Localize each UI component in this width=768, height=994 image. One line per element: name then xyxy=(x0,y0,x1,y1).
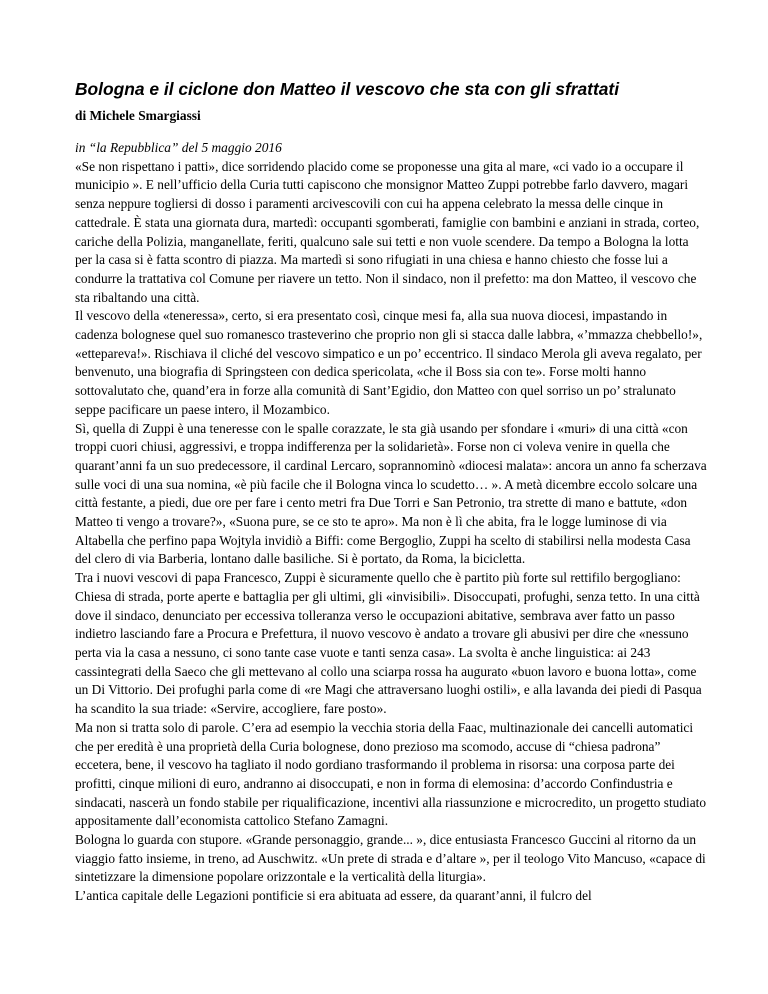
paragraph-4: Tra i nuovi vescovi di papa Francesco, Zuppi è sicuramente quello che è partito più forte sul rettifilo bergogliano: Chiesa di strada, porte aperte e battaglia per gli ultimi, gli «invisibili». Disoccupati, profughi, senza tetto. In una città dove il sindaco, denunciato per eccessiva tolleranza verso le occupazioni abitative, sembrava aver fatto un passo indietro lasciando fare a Procura e Prefettura, il nuovo vescovo è andato a trovare gli abusivi per dire che «nessuno perta via la casa a nessuno, ci sono tante case vuote e tanti senza casa». La svolta è anche linguistica: ai 243 cassintegrati della Saeco che gli mettevano al collo una sciarpa rossa ha augurato «buon lavoro e buona lotta», come un Di Vittorio. Dei profughi parla come di «re Magi che attraversano luoghi ostili», e alla lavanda dei piedi di Pasqua ha scandito la sua triade: «Servire, accogliere, fare posto». xyxy=(75,570,702,717)
article-title: Bologna e il ciclone don Matteo il vescovo che sta con gli sfrattati xyxy=(75,79,620,99)
paragraph-2: Il vescovo della «teneressa», certo, si era presentato così, cinque mesi fa, alla sua nuova diocesi, impastando in cadenza bolognese quel suo romanesco trasteverino che proprio non gli si stacca dalle labbra, «’mmazza chebbello!», «ettepareva!». Rischiava il cliché del vescovo simpatico e un po’ eccentrico. Il sindaco Merola gli aveva regalato, per benvenuto, una biografia di Springsteen con dedica spericolata, «che il Boss sia con te». Forse molti hanno sottovalutato che, quand’era in forze alla comunità di Sant’Egidio, don Matteo con quel sorriso un po’ stralunato seppe pacificare un paese intero, il Mozambico. xyxy=(75,308,703,417)
paragraph-1: «Se non rispettano i patti», dice sorridendo placido come se proponesse una gita al mare, «ci vado io a occupare il municipio ». E nell’ufficio della Curia tutti capiscono che monsignor Matteo Zuppi potrebbe farlo davvero, magari senza neppure togliersi di dosso i paramenti arcivescovili con cui ha appena celebrato la messa delle cinque in cattedrale. È stata una giornata dura, martedì: occupanti sgomberati, famiglie con bambini e anziani in strada, corteo, cariche della Polizia, manganellate, feriti, qualcuno sale sui tetti e non vuole scendere. Da tempo a Bologna la lotta per la casa si è fatta scontro di piazza. Ma martedì si sono rifugiati in una chiesa e hanno chiesto che fosse lui a condurre la trattativa col Comune per riavere un tetto. Non il sindaco, non il prefetto: ma don Matteo, il vescovo che sta ribaltando una città. xyxy=(75,158,700,305)
paragraph-3: Sì, quella di Zuppi è una teneresse con le spalle corazzate, le sta già usando per sfondare i «muri» di una città «con troppi cuori chiusi, aggressivi, e troppa indifferenza per la solidarietà». Forse non ci voleva venire in quella che quarant’anni fa un suo predecessore, il cardinal Lercaro, soprannominò «diocesi malata»: ancora un anno fa scherzava sulle voci di una sua nomina, «è più facile che il Bologna vinca lo scudetto… ». A metà dicembre eccolo solcare una città festante, a piedi, due ore per fare i cento metri fra Due Torri e San Petronio, tra strette di mano e battute, «don Matteo ti vengo a trovare?», «Suona pure, se ce sto te apro». Ma non è lì che abita, fra le logge luminose di via Altabella che perfino papa Wojtyla invidiò a Biffi: come Bergoglio, Zuppi ha scelto di stabilirsi nella modesta Casa del clero di via Barberia, lontano dalle basiliche. Si è portato, da Roma, la bicicletta. xyxy=(75,420,707,567)
paragraph-6: Bologna lo guarda con stupore. «Grande personaggio, grande... », dice entusiasta Francesco Guccini al ritorno da un viaggio fatto insieme, in treno, ad Auschwitz. «Un prete di strada e d’altare », per il teologo Vito Mancuso, «capace di sintetizzare la dimensione popolare orizzontale e la verticalità della liturgia». xyxy=(75,832,706,885)
article-source: in “la Repubblica” del 5 maggio 2016 xyxy=(75,140,282,155)
article xyxy=(75,78,707,906)
article-author: di Michele Smargiassi xyxy=(75,108,201,123)
paragraph-5: Ma non si tratta solo di parole. C’era ad esempio la vecchia storia della Faac, multinazionale dei cancelli automatici che per eredità è una proprietà della Curia bolognese, dono prezioso ma scomodo, accuse di “chiesa padrona” eccetera, bene, il vescovo ha tagliato il nodo gordiano trasformando il problema in risorsa: una corposa parte dei profitti, cinque milioni di euro, andranno ai disoccupati, e non in forma di elemosina: d’accordo Confindustria e sindacati, nascerà un fondo stabile per riqualificazione, incentivi alla riassunzione e microcredito, un progetto studiato appositamente dall’economista cattolico Stefano Zamagni. xyxy=(75,719,707,829)
paragraph-7: L’antica capitale delle Legazioni pontificie si era abituata ad essere, da quarant’anni, il fulcro del xyxy=(75,888,592,904)
